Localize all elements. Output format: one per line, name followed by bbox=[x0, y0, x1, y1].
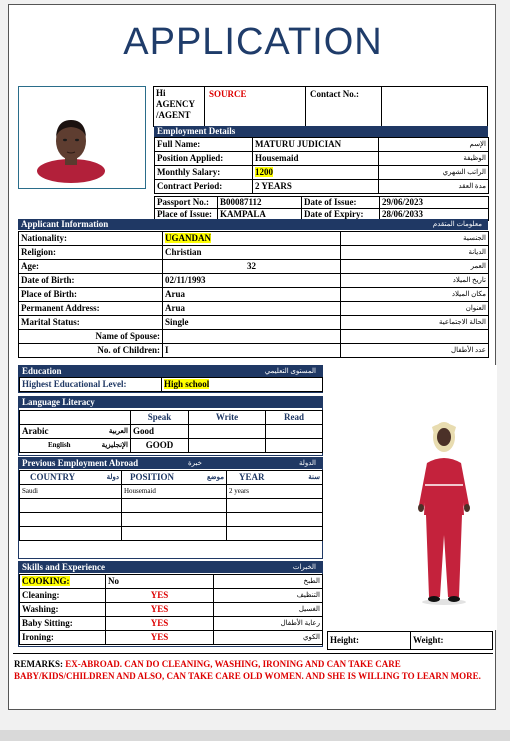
passport-row bbox=[155, 197, 489, 209]
previous-country-cell bbox=[20, 527, 122, 541]
remarks-text: EX-ABROAD. CAN DO CLEANING, WASHING, IRONING AND CAN TAKE CARE BABY/KIDS/CHILDREN AND ALSO, CAN TAKE CARE OLD WOMEN. AND SHE IS WILLING TO LEARN MORE. bbox=[14, 659, 481, 681]
application-page bbox=[8, 4, 496, 710]
skill-ar: رعاية الأطفال bbox=[214, 617, 323, 631]
headshot-image bbox=[19, 87, 145, 188]
applicant-field-label: Permanent Address: bbox=[19, 302, 163, 316]
previous-row bbox=[20, 513, 323, 527]
remarks bbox=[14, 658, 492, 682]
applicant-field-value: 32 bbox=[163, 260, 341, 274]
applicant-field-ar: العمر bbox=[341, 260, 489, 274]
applicant-field-ar bbox=[341, 330, 489, 344]
agency-label: Hi AGENCY /AGENT bbox=[156, 88, 195, 120]
applicant-field-ar: عدد الأطفال bbox=[341, 344, 489, 358]
full-name-label: Full Name: bbox=[155, 138, 253, 152]
previous-header-label: Previous Employment Abroad bbox=[22, 458, 139, 468]
full-name-value: MATURU JUDICIAN bbox=[253, 138, 379, 152]
skill-value: YES bbox=[106, 617, 214, 631]
applicant-field-ar: تاريخ الميلاد bbox=[341, 274, 489, 288]
passport-label: Passport No.: bbox=[155, 197, 218, 209]
applicant-field-label: Date of Birth: bbox=[19, 274, 163, 288]
education-row bbox=[20, 378, 323, 392]
place-issue-value: KAMPALA bbox=[218, 209, 302, 221]
skill-ar: التنظيف bbox=[214, 589, 323, 603]
applicant-field-value: 02/11/1993 bbox=[163, 274, 341, 288]
language-header: Language Literacy bbox=[19, 397, 322, 408]
applicant-field-value: I bbox=[163, 344, 341, 358]
applicant-row bbox=[19, 260, 489, 274]
applicant-field-label: No. of Children: bbox=[19, 344, 163, 358]
page-bottom-strip bbox=[0, 730, 510, 741]
education-header-ar: المستوى التعليمي bbox=[264, 367, 316, 375]
position-ar: الوظيفة bbox=[379, 152, 489, 166]
education-value: High school bbox=[164, 379, 210, 389]
page-title: APPLICATION bbox=[123, 21, 383, 63]
contact-label: Contact No.: bbox=[310, 89, 359, 99]
position-col: POSITION موضع bbox=[122, 471, 227, 485]
applicant-row bbox=[19, 288, 489, 302]
skill-value: YES bbox=[106, 589, 214, 603]
issue-date-value: 29/06/2023 bbox=[380, 197, 489, 209]
skill-ar: الكوي bbox=[214, 631, 323, 645]
position-value: Housemaid bbox=[253, 152, 379, 166]
previous-country-cell bbox=[20, 499, 122, 513]
expiry-label: Date of Expiry: bbox=[302, 209, 380, 221]
previous-row bbox=[20, 527, 323, 541]
education-table bbox=[19, 377, 323, 392]
previous-position-cell: Housemaid bbox=[122, 485, 227, 499]
applicant-row bbox=[19, 344, 489, 358]
skill-label: Ironing: bbox=[20, 631, 106, 645]
previous-header-row bbox=[20, 471, 323, 485]
contract-ar: مدة العقد bbox=[379, 180, 489, 194]
year-col: YEAR سنة bbox=[227, 471, 323, 485]
expiry-value: 28/06/2033 bbox=[380, 209, 489, 221]
applicant-field-value: Arua bbox=[163, 288, 341, 302]
skill-row bbox=[20, 575, 323, 589]
arabic-label: Arabic العربية bbox=[20, 425, 131, 439]
previous-position-cell bbox=[122, 499, 227, 513]
applicant-headshot bbox=[18, 86, 146, 189]
skill-value: YES bbox=[106, 631, 214, 645]
language-table bbox=[19, 410, 323, 453]
applicant-row bbox=[19, 330, 489, 344]
applicant-field-label: Name of Spouse: bbox=[19, 330, 163, 344]
skill-ar: الطبخ bbox=[214, 575, 323, 589]
employment-row-name bbox=[155, 138, 489, 152]
skill-row bbox=[20, 631, 323, 645]
previous-row bbox=[20, 499, 323, 513]
height-label: Height: bbox=[328, 632, 411, 650]
previous-position-cell bbox=[122, 527, 227, 541]
applicant-field-value: UGANDAN bbox=[163, 232, 341, 246]
applicant-fullbody-photo bbox=[327, 365, 497, 630]
applicant-row bbox=[19, 316, 489, 330]
applicant-field-ar: الجنسية bbox=[341, 232, 489, 246]
salary-ar: الراتب الشهري bbox=[379, 166, 489, 180]
previous-position-cell bbox=[122, 513, 227, 527]
salary-label: Monthly Salary: bbox=[155, 166, 253, 180]
applicant-field-value: Single bbox=[163, 316, 341, 330]
skill-label: COOKING: bbox=[20, 575, 106, 589]
applicant-row bbox=[19, 302, 489, 316]
applicant-field-label: Religion: bbox=[19, 246, 163, 260]
education-header bbox=[19, 366, 322, 377]
salary-value: 1200 bbox=[255, 167, 273, 177]
employment-row-position bbox=[155, 152, 489, 166]
previous-year-cell bbox=[227, 527, 323, 541]
position-label: Position Applied: bbox=[155, 152, 253, 166]
place-issue-label: Place of Issue: bbox=[155, 209, 218, 221]
language-row-english bbox=[20, 439, 323, 453]
english-label: English الإنجليزية bbox=[20, 439, 131, 453]
measure-row bbox=[328, 632, 493, 650]
skill-label: Cleaning: bbox=[20, 589, 106, 603]
applicant-field-label: Nationality: bbox=[19, 232, 163, 246]
language-header-row bbox=[20, 411, 323, 425]
previous-year-cell: 2 years bbox=[227, 485, 323, 499]
employment-header: Employment Details bbox=[154, 126, 488, 137]
applicant-field-value: Arua bbox=[163, 302, 341, 316]
read-col: Read bbox=[266, 411, 323, 425]
applicant-header-label: Applicant Information bbox=[21, 219, 109, 229]
previous-table bbox=[19, 470, 323, 541]
passport-table bbox=[154, 196, 489, 221]
employment-row-salary bbox=[155, 166, 489, 180]
write-col: Write bbox=[189, 411, 266, 425]
skill-row bbox=[20, 603, 323, 617]
applicant-header-ar: معلومات المتقدم bbox=[432, 220, 482, 228]
applicant-field-label: Marital Status: bbox=[19, 316, 163, 330]
previous-header: Previous Employment Abroad خبرة الدولة bbox=[19, 458, 322, 469]
contract-value: 2 YEARS bbox=[253, 180, 379, 194]
contract-label: Contract Period: bbox=[155, 180, 253, 194]
skills-header bbox=[19, 562, 322, 573]
previous-year-cell bbox=[227, 499, 323, 513]
skills-header-ar: الخبرات bbox=[292, 563, 316, 571]
skill-row bbox=[20, 589, 323, 603]
applicant-field-label: Age: bbox=[19, 260, 163, 274]
applicant-field-ar: الديانة bbox=[341, 246, 489, 260]
weight-label: Weight: bbox=[411, 632, 493, 650]
skill-ar: الغسيل bbox=[214, 603, 323, 617]
applicant-row bbox=[19, 246, 489, 260]
arabic-speak: Good bbox=[131, 425, 189, 439]
applicant-row bbox=[19, 274, 489, 288]
english-speak: GOOD bbox=[131, 439, 189, 453]
employment-row-contract bbox=[155, 180, 489, 194]
language-row-arabic bbox=[20, 425, 323, 439]
issue-date-label: Date of Issue: bbox=[302, 197, 380, 209]
applicant-field-ar: العنوان bbox=[341, 302, 489, 316]
previous-country-cell bbox=[20, 513, 122, 527]
skill-value: YES bbox=[106, 603, 214, 617]
remarks-label: REMARKS: bbox=[14, 659, 63, 669]
applicant-field-ar: مكان الميلاد bbox=[341, 288, 489, 302]
education-header-label: Education bbox=[22, 366, 62, 376]
skill-label: Washing: bbox=[20, 603, 106, 617]
applicant-field-label: Place of Birth: bbox=[19, 288, 163, 302]
skill-label: Baby Sitting: bbox=[20, 617, 106, 631]
country-col: COUNTRY دولة bbox=[20, 471, 122, 485]
skills-header-label: Skills and Experience bbox=[22, 562, 106, 572]
previous-row bbox=[20, 485, 323, 499]
education-label: Highest Educational Level: bbox=[20, 378, 162, 392]
applicant-field-ar: الحالة الاجتماعية bbox=[341, 316, 489, 330]
skills-table bbox=[19, 574, 323, 645]
passport-value: B00087112 bbox=[218, 197, 302, 209]
skill-value: No bbox=[106, 575, 214, 589]
applicant-table bbox=[18, 231, 489, 358]
measure-table bbox=[327, 631, 493, 650]
full-name-ar: الإسم bbox=[379, 138, 489, 152]
previous-year-cell bbox=[227, 513, 323, 527]
source-label: SOURCE bbox=[209, 89, 247, 99]
previous-country-cell: Saudi bbox=[20, 485, 122, 499]
speak-col: Speak bbox=[131, 411, 189, 425]
skill-row bbox=[20, 617, 323, 631]
applicant-row bbox=[19, 232, 489, 246]
employment-table bbox=[154, 137, 489, 194]
applicant-field-value: Christian bbox=[163, 246, 341, 260]
applicant-header bbox=[18, 219, 488, 230]
applicant-field-value bbox=[163, 330, 341, 344]
fullbody-image bbox=[327, 365, 497, 630]
